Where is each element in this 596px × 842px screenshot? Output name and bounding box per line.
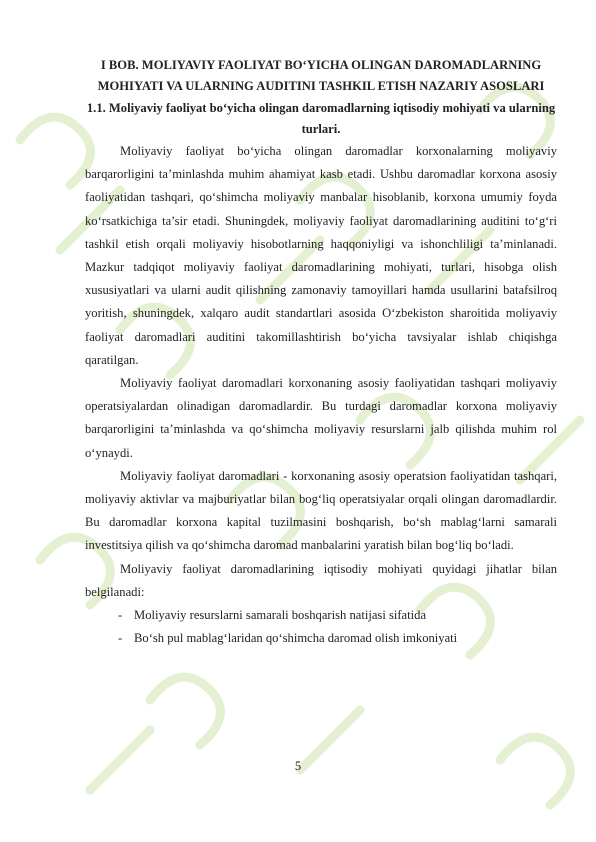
list-item-text: Bo‘sh pul mablag‘laridan qo‘shimcha daromad olish imkoniyati bbox=[134, 631, 458, 646]
chapter-title: I BOB. MOLIYAVIY FAOLIYAT BO‘YICHA OLINGAN DAROMADLARNING MOHIYATI VA ULARNING AUDITINI TASHKIL ETISH NAZARIY ASOSLARI bbox=[97, 58, 545, 93]
list-item bbox=[85, 604, 557, 627]
list-item bbox=[85, 627, 557, 650]
bullet-marker: - bbox=[118, 631, 123, 646]
section-title: 1.1. Moliyaviy faoliyat bo‘yicha olingan daromadlarning iqtisodiy mohiyati va ularning turlari. bbox=[86, 101, 556, 136]
list-item-text: Moliyaviy resurslarni samarali boshqarish natijasi sifatida bbox=[134, 608, 427, 623]
paragraph-definition: Moliyaviy faoliyat daromadlari korxonaning asosiy faoliyatidan tashqari moliyaviy operatsiyalardan olinadigan daromadlardir. Bu turdagi daromadlar korxona moliyaviy barqarorligini ta’minlashda va qo‘shimcha moliyaviy resurslarni jalb qilishda muhim rol o‘ynaydi. bbox=[85, 376, 557, 460]
document-page bbox=[85, 55, 557, 650]
paragraph-details: Moliyaviy faoliyat daromadlari - korxonaning asosiy operatsion faoliyatidan tashqari, moliyaviy aktivlar va majburiyatlar bilan bog‘liq operatsiyalar orqali olingan daromadlardir. Bu daromadlar korxona kapital tuzilmasini boshqarish, bo‘sh mablag‘larni samarali investitsiya qilish va qo‘shimcha daromad manbalarini yaratish bilan bog‘liq bo‘ladi. bbox=[85, 468, 557, 553]
bullet-marker: - bbox=[118, 608, 123, 623]
page-number: 5 bbox=[294, 759, 302, 773]
bullet-list bbox=[85, 604, 557, 650]
paragraph-essence: Moliyaviy faoliyat daromadlarining iqtisodiy mohiyati quyidagi jihatlar bilan belgilanadi: bbox=[85, 561, 557, 599]
paragraph-intro: Moliyaviy faoliyat bo‘yicha olingan daromadlar korxonalarning moliyaviy barqarorligini ta’minlashda muhim ahamiyat kasb etadi. Ushbu daromadlar korxona asosiy faoliyatidan tashqari, qo‘shimcha moliyaviy manbalar hisoblanib, korxona umumiy foyda ko‘rsatkichiga ta’sir etadi. Shuningdek, moliyaviy faoliyat daromadlarining auditini to‘g‘ri tashkil etish orqali moliyaviy hisobotlarning haqqoniyligi va ishonchliligi ta’minlanadi. Mazkur tadqiqot moliyaviy faoliyat daromadlarining mohiyati, turlari, hisobga olish xususiyatlari va ularni audit qilishning zamonaviy tamoyillari hamda usullarini batafsilroq yoritish, shuningdek, xalqaro audit standartlari asosida O‘zbekiston sharoitida moliyaviy faoliyat daromadlari auditini takomillashtirish bo‘yicha tavsiyalar ishlab chiqishga qaratilgan. bbox=[85, 144, 557, 367]
